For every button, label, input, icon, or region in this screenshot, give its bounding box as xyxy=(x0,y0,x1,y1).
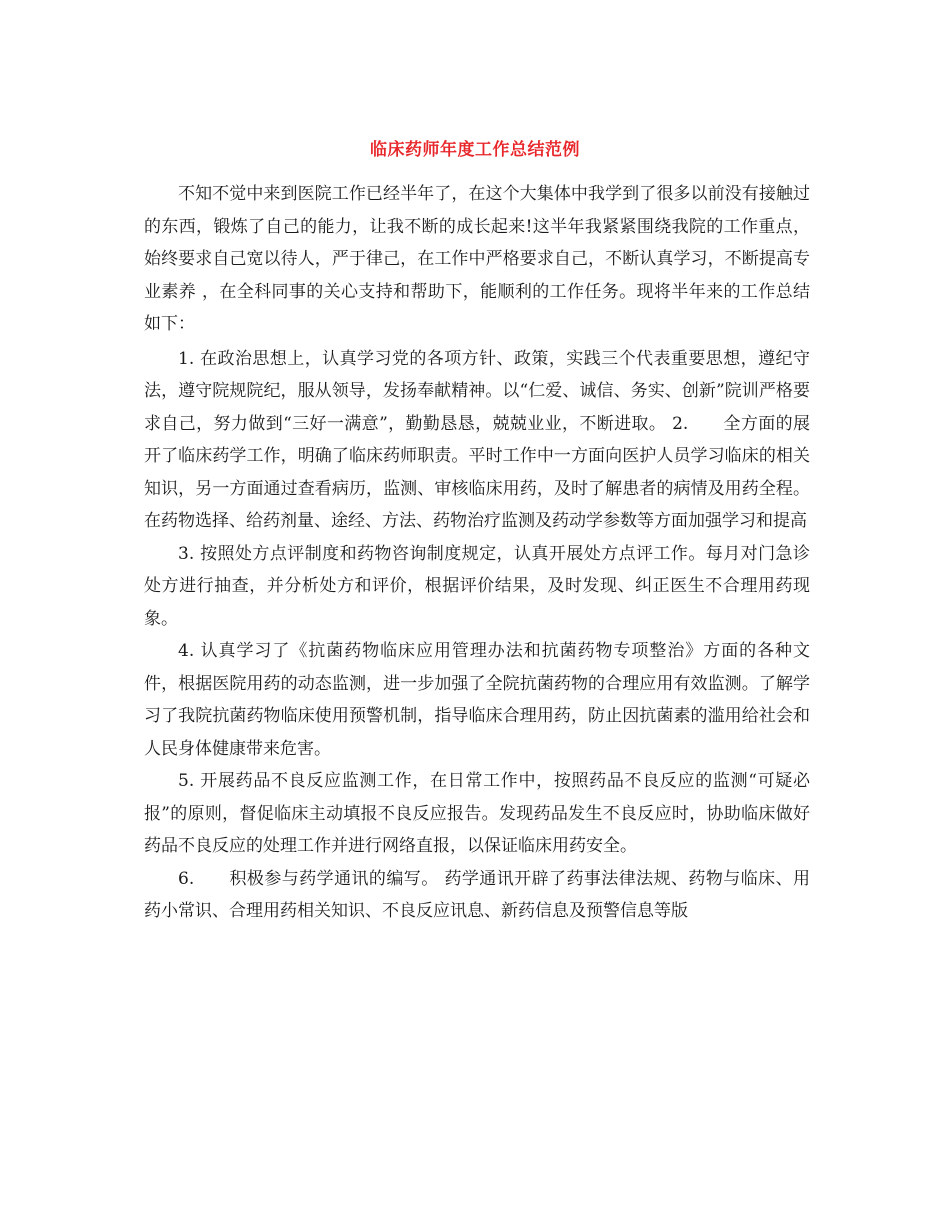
paragraph-item-4: 4. 认真学习了《抗菌药物临床应用管理办法和抗菌药物专项整治》方面的各种文件，根据医院用药的动态监测，进一步加强了全院抗菌药物的合理应用有效监测。了解学习了我院抗菌药物临床使用预警机制，指导临床合理用药，防止因抗菌素的滥用给社会和人民身体健康带来危害。 xyxy=(144,641,810,759)
paragraph-item-3: 3. 按照处方点评制度和药物咨询制度规定，认真开展处方点评工作。每月对门急诊处方进行抽查，并分析处方和评价，根据评价结果，及时发现、纠正医生不合理用药现象。 xyxy=(144,543,810,629)
paragraph-intro: 不知不觉中来到医院工作已经半年了，在这个大集体中我学到了很多以前没有接触过的东西，锻炼了自己的能力，让我不断的成长起来!这半年我紧紧围绕我院的工作重点，始终要求自己宽以待人，严于律己，在工作中严格要求自己，不断认真学习，不断提高专业素养 ，在全科同事的关心支持和帮助下，能顺利的工作任务。现将半年来的工作总结如下： xyxy=(144,184,810,334)
document-title: 临床药师年度工作总结范例 xyxy=(370,140,580,160)
document-body xyxy=(144,178,810,928)
paragraph-item-5: 5. 开展药品不良反应监测工作，在日常工作中，按照药品不良反应的监测“可疑必报”的原则，督促临床主动填报不良反应报告。发现药品发生不良反应时，协助临床做好药品不良反应的处理工作并进行网络直报，以保证临床用药安全。 xyxy=(144,771,810,856)
paragraph-item-1-2: 1. 在政治思想上，认真学习党的各项方针、政策，实践三个代表重要思想，遵纪守法，遵守院规院纪，服从领导，发扬奉献精神。以“仁爱、诚信、务实、创新”院训严格要求自己，努力做到“三好一满意”，勤勤恳恳，兢兢业业，不断进取。 2. 全方面的展开了临床药学工作，明确了临床药师职责。平时工作中一方面向医护人员学习临床的相关知识，另一方面通过查看病历，监测、审核临床用药，及时了解患者的病情及用药全程。在药物选择、给药剂量、途经、方法、药物治疗监测及药动学参数等方面加强学习和提高 xyxy=(144,348,810,531)
paragraph-item-6: 6. 积极参与药学通讯的编写。 药学通讯开辟了药事法律法规、药物与临床、用药小常识、合理用药相关知识、不良反应讯息、新药信息及预警信息等版 xyxy=(144,868,810,921)
